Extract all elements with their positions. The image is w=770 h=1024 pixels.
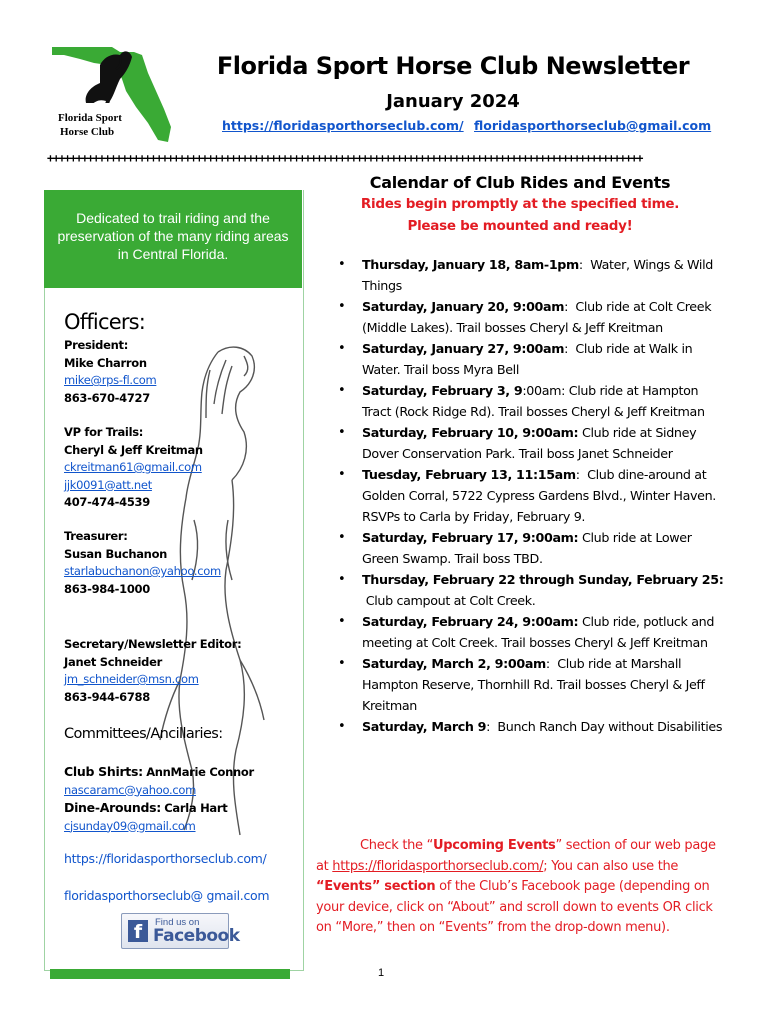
treasurer-block (64, 528, 221, 598)
calendar-heading: Calendar of Club Rides and Events (369, 173, 671, 192)
event-item (336, 254, 728, 296)
dine-arounds-name: Carla Hart (164, 801, 228, 815)
committees-block (64, 763, 254, 835)
event-description: Club ride, potluck and meeting at Colt Creek. Trail bosses Cheryl & Jeff Kreitman (362, 614, 715, 650)
event-separator: : (564, 341, 576, 356)
page-number: 1 (378, 967, 385, 979)
bullet-icon: • (338, 383, 346, 398)
newsletter-date: January 2024 (386, 91, 520, 112)
vp-block (64, 424, 203, 512)
email-link[interactable]: floridasporthorseclub@gmail.com (474, 118, 712, 133)
club-shirts-label: Club Shirts: (64, 764, 143, 779)
bullet-icon: • (338, 257, 346, 272)
note-website-link[interactable]: https://floridasporthorseclub.com/ (332, 858, 544, 874)
dine-arounds-label: Dine-Arounds: (64, 800, 161, 815)
event-date: Saturday, March 2, 9:00am (362, 656, 546, 671)
note-part-2: ” section of our web page at (316, 838, 716, 874)
event-date: Saturday, February 17, 9:00am: (362, 530, 579, 545)
event-date: Tuesday, February 13, 11:15am (362, 467, 576, 482)
vp-name: Cheryl & Jeff Kreitman (64, 442, 203, 457)
vp-email-2[interactable]: jjk0091@att.net (64, 477, 152, 492)
event-separator: : (486, 719, 498, 734)
sidebar-website[interactable]: https://floridasporthorseclub.com/ (64, 851, 267, 866)
event-separator: : (575, 467, 588, 482)
divider: ++++++++++++++++++++++++++++++++++++++++++++++++++++++++++++++++++++++++++++++++++++++++++++++++++++++++ (47, 151, 643, 165)
event-item (336, 527, 728, 569)
calendar-notice-2: Please be mounted and ready! (407, 218, 633, 234)
note-part-1: Check the “ (360, 838, 434, 853)
bullet-icon: • (338, 614, 346, 629)
treasurer-email[interactable]: starlabuchanon@yahoo.com (64, 564, 221, 578)
event-item (336, 464, 728, 527)
secretary-role: Secretary/Newsletter Editor: (64, 637, 242, 651)
secretary-block (64, 636, 241, 706)
vp-email-1[interactable]: ckreitman61@gmail.com (64, 460, 202, 474)
event-description: Club ride at Sidney Dover Conservation Park. Trail boss Janet Schneider (362, 425, 697, 461)
note-part-4: of the Club’s Facebook page (depending on your device, click on “About” and scroll down to events OR click on “More,” then on “Events” from the drop-down menu). (316, 879, 713, 935)
bullet-icon: • (338, 467, 346, 482)
event-date: Saturday, February 24, 9:00am: (362, 614, 579, 629)
event-date: Saturday, March 9 (362, 719, 487, 734)
logo-text-2: Horse Club (60, 126, 115, 138)
club-shirts-name: AnnMarie Connor (146, 765, 254, 779)
committees-heading: Committees/Ancillaries: (64, 726, 223, 742)
event-date: Saturday, January 27, 9:00am (362, 341, 565, 356)
website-link[interactable]: https://floridasporthorseclub.com/ (222, 118, 464, 133)
treasurer-name: Susan Buchanon (64, 546, 168, 561)
event-item (336, 296, 728, 338)
event-item (336, 653, 728, 716)
event-description: Club ride at Colt Creek (Middle Lakes). Trail bosses Cheryl & Jeff Kreitman (362, 299, 712, 335)
note-events-section: “Events” section (316, 879, 436, 894)
event-separator: : (522, 383, 527, 398)
club-shirts-email[interactable]: nascaramc@yahoo.com (64, 782, 197, 797)
dine-arounds-email[interactable]: cjsunday09@gmail.com (64, 818, 196, 833)
event-description: Club ride at Marshall Hampton Reserve, Thornhill Rd. Trail bosses Cheryl & Jeff Kreitman (362, 656, 705, 713)
facebook-name-text: Facebook (153, 926, 240, 946)
bullet-icon: • (338, 719, 346, 734)
dedication-text: Dedicated to trail riding and the preservation of the many riding areas in Central Florida. (57, 210, 289, 262)
event-date: Thursday, January 18, 8am-1pm (362, 257, 579, 272)
bullet-icon: • (338, 530, 346, 545)
note-part-3: ; You can also use the (543, 858, 679, 874)
president-name: Mike Charron (64, 355, 147, 370)
event-description: Water, Wings & Wild Things (362, 257, 713, 293)
treasurer-role: Treasurer: (64, 529, 128, 543)
note-upcoming: Upcoming Events (433, 838, 556, 853)
newsletter-title: Florida Sport Horse Club Newsletter (216, 52, 690, 80)
vp-role: VP for Trails: (64, 425, 144, 439)
bullet-icon: • (338, 572, 346, 587)
facebook-button[interactable] (121, 913, 240, 949)
event-description: Club ride at Lower Green Swamp. Trail boss TBD. (362, 530, 692, 566)
club-logo (50, 43, 176, 146)
vp-phone: 407-474-4539 (64, 495, 150, 509)
event-item (336, 380, 728, 422)
calendar-notice-1: Rides begin promptly at the specified time. (360, 196, 680, 212)
event-item (336, 569, 728, 611)
events-list (336, 254, 728, 737)
president-block (64, 337, 156, 407)
secretary-email[interactable]: jm_schneider@msn.com (64, 672, 199, 686)
event-item (336, 611, 728, 653)
bullet-icon: • (338, 341, 346, 356)
facebook-find-text: Find us on (155, 917, 200, 928)
president-phone: 863-670-4727 (64, 390, 150, 405)
event-item (336, 716, 728, 737)
event-item (336, 338, 728, 380)
event-description: Club campout at Colt Creek. (365, 593, 536, 608)
event-separator: : (564, 299, 576, 314)
sidebar-email[interactable]: floridasporthorseclub@ gmail.com (64, 888, 270, 903)
logo-text-1: Florida Sport (58, 112, 122, 124)
event-separator: : (545, 656, 558, 671)
bullet-icon: • (338, 299, 346, 314)
officers-heading: Officers: (64, 310, 146, 334)
event-date: Saturday, February 3, 9 (362, 383, 523, 398)
facebook-icon: f (128, 920, 148, 942)
bullet-icon: • (338, 425, 346, 440)
sidebar-footer-bar (50, 969, 290, 979)
secretary-phone: 863-944-6788 (64, 689, 150, 704)
event-date: Saturday, January 20, 9:00am (362, 299, 565, 314)
bullet-icon: • (338, 656, 346, 671)
treasurer-phone: 863-984-1000 (64, 581, 150, 596)
president-email[interactable]: mike@rps-fl.com (64, 373, 157, 387)
event-date: Thursday, February 22 through Sunday, February 25: (362, 572, 724, 587)
event-description: 00am: Club ride at Hampton Tract (Rock Ridge Rd). Trail bosses Cheryl & Jeff Kreitman (362, 383, 705, 419)
event-item (336, 422, 728, 464)
event-description: Club ride at Walk in Water. Trail boss Myra Bell (362, 341, 693, 377)
event-description: Bunch Ranch Day without Disabilities (497, 719, 723, 734)
event-separator: : (578, 257, 591, 272)
event-date: Saturday, February 10, 9:00am: (362, 425, 579, 440)
president-role: President: (64, 338, 129, 352)
upcoming-events-note (316, 836, 728, 939)
secretary-name: Janet Schneider (64, 654, 162, 669)
event-description: Club dine-around at Golden Corral, 5722 Cypress Gardens Blvd., Winter Haven. RSVPs to Carla by Friday, February 9. (362, 467, 716, 524)
